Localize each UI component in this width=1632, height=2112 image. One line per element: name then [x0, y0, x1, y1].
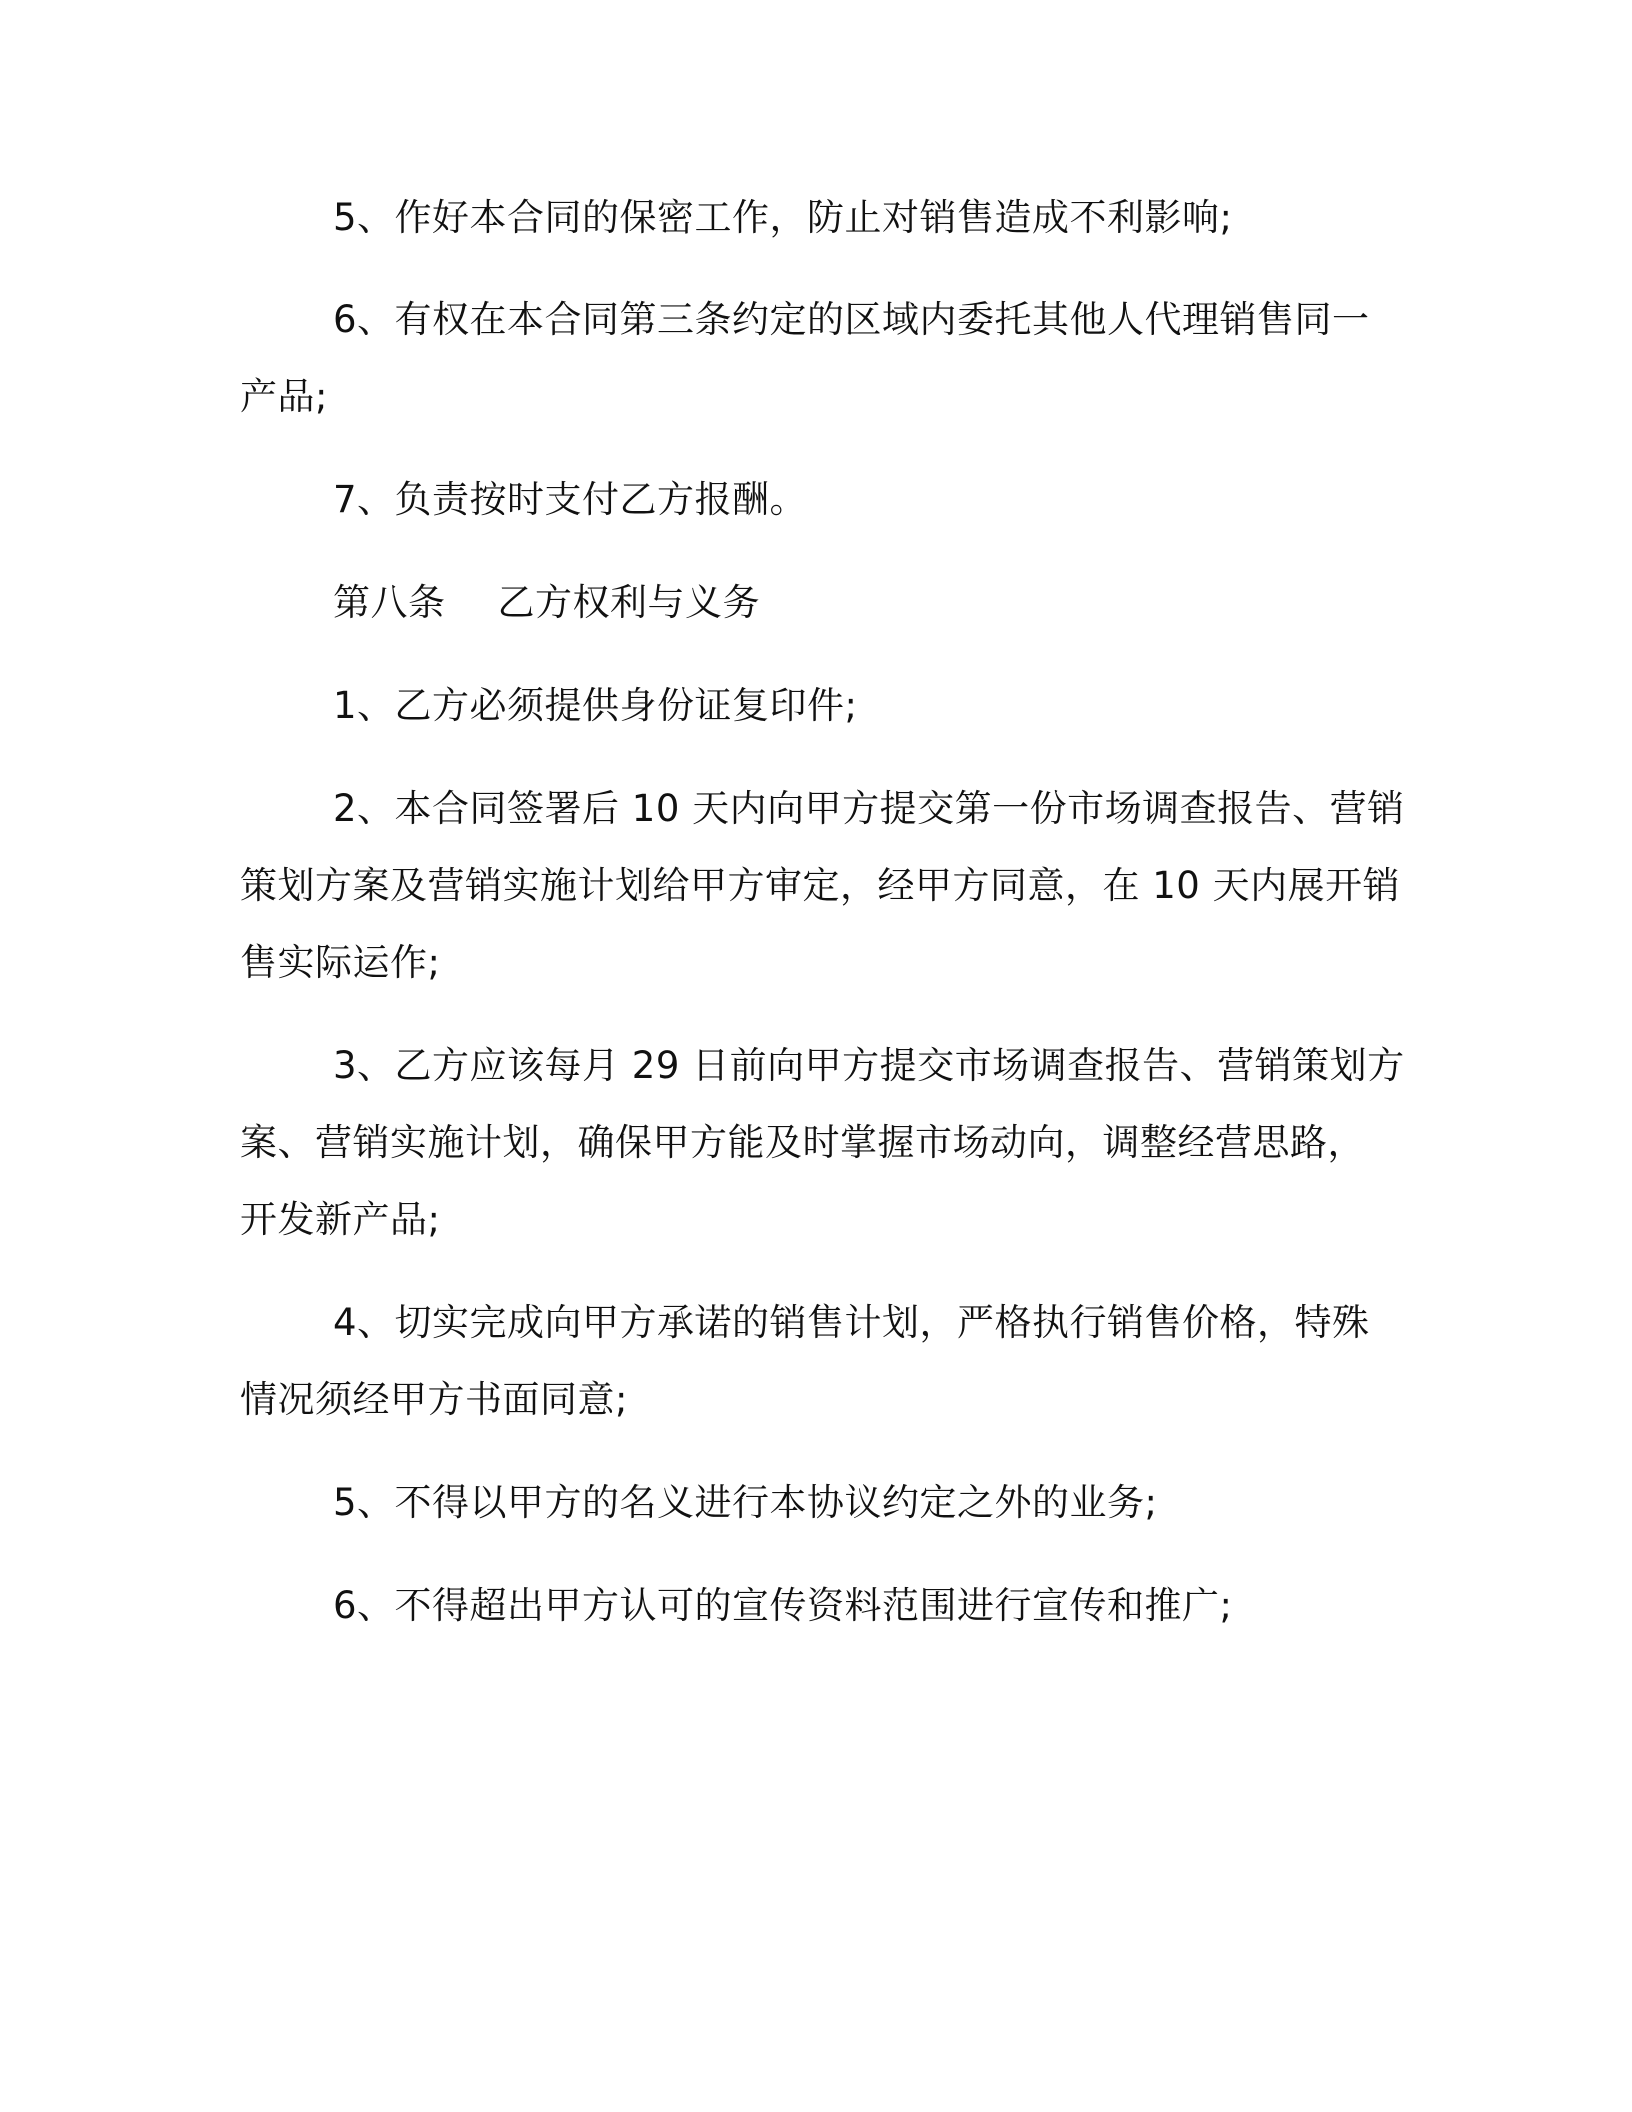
paragraph-line: 6、不得超出甲方认可的宣传资料范围进行宣传和推广; — [333, 1584, 1233, 1627]
paragraph-line: 7、负责按时支付乙方报酬。 — [333, 478, 808, 521]
paragraph-line: 开发新产品; — [240, 1198, 441, 1241]
paragraph-line: 3、乙方应该每月 29 日前向甲方提交市场调查报告、营销策划方 — [333, 1044, 1405, 1087]
paragraph-line: 5、不得以甲方的名义进行本协议约定之外的业务; — [333, 1481, 1158, 1524]
paragraph-line: 6、有权在本合同第三条约定的区域内委托其他人代理销售同一 — [333, 298, 1370, 341]
paragraph-line: 2、本合同签署后 10 天内向甲方提交第一份市场调查报告、营销 — [333, 787, 1405, 830]
article-number: 第八条 — [333, 581, 446, 624]
paragraph-line: 售实际运作; — [240, 941, 441, 984]
paragraph-line: 情况须经甲方书面同意; — [240, 1378, 628, 1421]
paragraph-line: 4、切实完成向甲方承诺的销售计划，严格执行销售价格，特殊 — [333, 1301, 1370, 1344]
article-title: 乙方权利与义务 — [497, 581, 760, 624]
paragraph-line: 5、作好本合同的保密工作，防止对销售造成不利影响; — [333, 196, 1233, 239]
paragraph-line: 策划方案及营销实施计划给甲方审定，经甲方同意，在 10 天内展开销 — [240, 864, 1401, 907]
article-heading — [333, 577, 760, 629]
paragraph-line: 案、营销实施计划，确保甲方能及时掌握市场动向，调整经营思路， — [240, 1121, 1365, 1164]
paragraph-line: 产品; — [240, 375, 328, 418]
paragraph-line: 1、乙方必须提供身份证复印件; — [333, 684, 858, 727]
